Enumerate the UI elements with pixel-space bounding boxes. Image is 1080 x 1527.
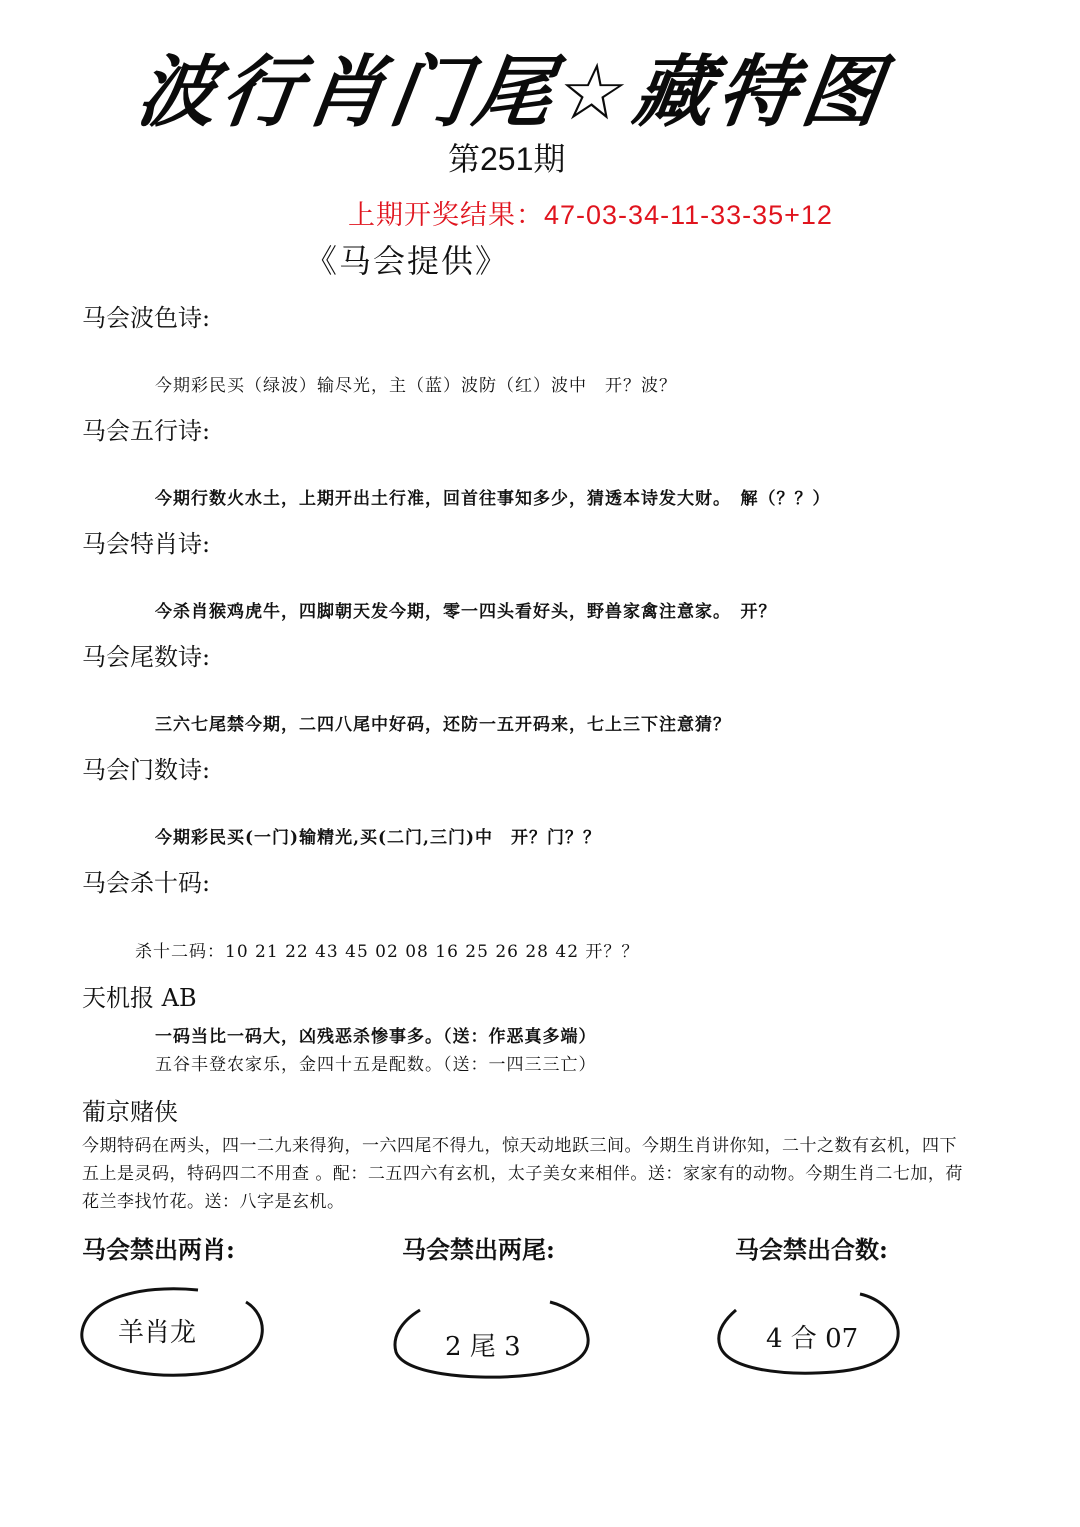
tianji-line-1: 一码当比一码大，凶残恶杀惨事多。（送：作恶真多端） <box>155 1027 597 1047</box>
forbidden-tail-value: 2 尾 3 <box>445 1332 521 1362</box>
section-heading-zodiac: 马会特肖诗: <box>82 530 211 558</box>
tianji-line-2: 五谷丰登农家乐，金四十五是配数。（送：一四三三亡） <box>155 1055 597 1075</box>
section-heading-element: 马会五行诗: <box>82 417 211 445</box>
section-poem-element: 今期行数火水土，上期开出土行准，回首往事知多少，猜透本诗发大财。 解（？？） <box>155 489 831 509</box>
forbidden-zodiac-heading: 马会禁出两肖: <box>82 1235 235 1264</box>
forbidden-sum-heading: 马会禁出合数: <box>735 1235 888 1264</box>
section-poem-zodiac: 今杀肖猴鸡虎牛，四脚朝天发今期，零一四头看好头，野兽家禽注意家。 开？ <box>155 602 777 622</box>
section-heading-color: 马会波色诗: <box>82 304 211 332</box>
last-result: 上期开奖结果：47-03-34-11-33-35+12 <box>348 200 833 230</box>
issue-number: 第251期 <box>448 141 566 177</box>
section-heading-door: 马会门数诗: <box>82 756 211 784</box>
section-poem-tail: 三六七尾禁今期，二四八尾中好码，还防一五开码来，七上三下注意猜？ <box>155 715 731 735</box>
banner-title: 波行肖门尾☆藏特图 <box>131 48 893 138</box>
section-poem-door: 今期彩民买(一门)输精光,买(二门,三门)中 开？门？？ <box>155 828 602 848</box>
pujing-heading: 葡京赌侠 <box>82 1098 178 1126</box>
forbidden-tail-heading: 马会禁出两尾: <box>402 1235 555 1264</box>
section-heading-kill: 马会杀十码: <box>82 869 211 897</box>
section-poem-color: 今期彩民买（绿波）输尽光，主（蓝）波防（红）波中 开？波？ <box>155 376 677 396</box>
pujing-paragraph: 今期特码在两头，四一二九来得狗，一六四尾不得九，惊天动地跃三间。今期生肖讲你知，二十之数有玄机，四下五上是灵码，特码四二不用查 。配：二五四六有玄机，太子美女来相伴。送：家家有的动物。今期生肖二七加，荷花兰李找竹花。送：八字是玄机。 <box>82 1136 963 1212</box>
provider-label: 《马会提供》 <box>305 242 510 280</box>
section-heading-tail: 马会尾数诗: <box>82 643 211 671</box>
section-poem-kill: 杀十二码：10 21 22 43 45 02 08 16 25 26 28 42 开？？ <box>135 942 640 962</box>
tianji-heading: 天机报 AB <box>82 984 197 1012</box>
forbidden-zodiac-value: 羊肖龙 <box>118 1318 197 1348</box>
forbidden-sum-value: 4 合 07 <box>766 1324 859 1354</box>
